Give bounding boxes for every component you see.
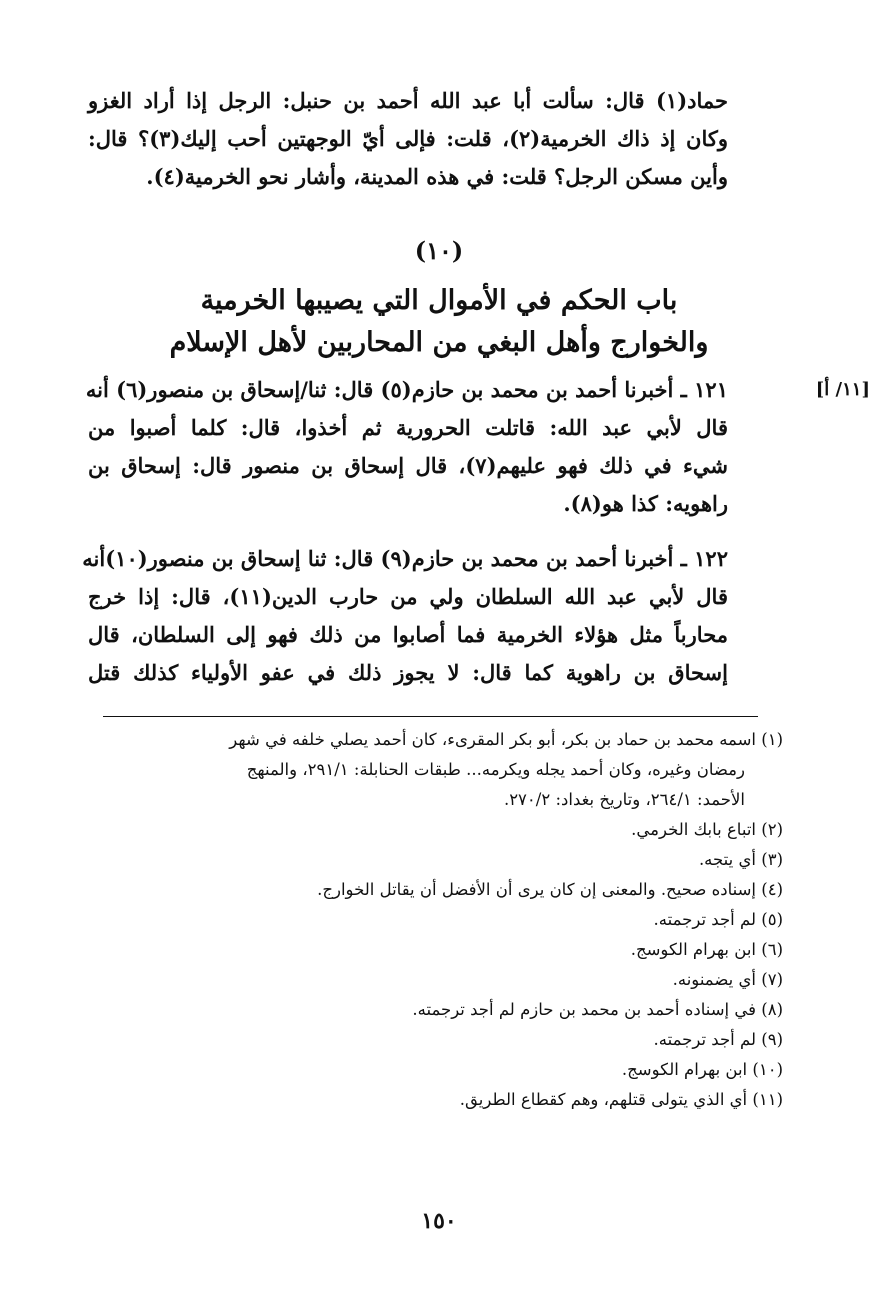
footnote-1-cont: الأحمد: ٢٦٤/١، وتاريخ بغداد: ٢٧٠/٢. (503, 790, 745, 809)
text-line: وأين مسكن الرجل؟ قلت: في هذه المدينة، وأشار نحو الخرمية(٤). (146, 164, 728, 189)
narration-122 (82, 540, 728, 692)
footnote-4: (٤) إسناده صحيح. والمعنى إن كان يرى أن الأفضل أن يقاتل الخوارج. (317, 880, 783, 899)
text-line: إسحاق بن راهوية كما قال: لا يجوز ذلك في عفو الأولياء كذلك قتل (88, 660, 728, 685)
chapter-title (0, 280, 878, 364)
footnote-9: (٩) لم أجد ترجمته. (653, 1030, 783, 1049)
footnote-5: (٥) لم أجد ترجمته. (653, 910, 783, 929)
intro-paragraph (88, 82, 728, 196)
chapter-title-line-1: باب الحكم في الأموال التي يصيبها الخرمية (200, 285, 678, 316)
text-line: شيء في ذلك فهو عليهم(٧)، قال إسحاق بن منصور قال: إسحاق بن (88, 453, 728, 478)
footnote-8: (٨) في إسناده أحمد بن محمد بن حازم لم أجد ترجمته. (412, 1000, 783, 1019)
chapter-title-line-2: والخوارج وأهل البغي من المحاربين لأهل الإسلام (169, 327, 709, 358)
text-line: حماد(١) قال: سألت أبا عبد الله أحمد بن حنبل: الرجل إذا أراد الغزو (88, 88, 728, 113)
footnote-2: (٢) اتباع بابك الخرمي. (631, 820, 783, 839)
narration-121 (85, 371, 728, 523)
footnote-10: (١٠) ابن بهرام الكوسج. (621, 1060, 783, 1079)
footnote-divider (103, 716, 758, 717)
footnotes (103, 725, 783, 1115)
text-line: قال لأبي عبد الله السلطان ولي من حارب الدين(١١)، قال: إذا خرج (88, 584, 728, 609)
footnote-11: (١١) أي الذي يتولى قتلهم، وهم كقطاع الطريق. (459, 1090, 783, 1109)
footnote-1-cont: رمضان وغيره، وكان أحمد يجله ويكرمه... طبقات الحنابلة: ٢٩١/١، والمنهج (246, 760, 745, 779)
text-line: راهويه: كذا هو(٨). (563, 491, 728, 516)
folio-marker: [١١/ أ] (815, 379, 870, 400)
text-line: ١٢١ ـ أخبرنا أحمد بن محمد بن حازم(٥) قال: ثنا/إسحاق بن منصور(٦) أنه (85, 377, 728, 402)
footnote-7: (٧) أي يضمنونه. (672, 970, 783, 989)
chapter-number: (١٠) (414, 236, 464, 265)
text-line: محارباً مثل هؤلاء الخرمية فما أصابوا من ذلك فهو إلى السلطان، قال (88, 622, 728, 647)
page-number: ١٥٠ (421, 1208, 457, 1234)
footnote-1: (١) اسمه محمد بن حماد بن بكر، أبو بكر المقرىء، كان أحمد يصلي خلفه في شهر (229, 730, 783, 749)
text-line: ١٢٢ ـ أخبرنا أحمد بن محمد بن حازم(٩) قال: ثنا إسحاق بن منصور(١٠)أنه (82, 546, 728, 571)
text-line: قال لأبي عبد الله: قاتلت الحرورية ثم أخذوا، قال: كلما أصبوا من (88, 415, 728, 440)
footnote-6: (٦) ابن بهرام الكوسج. (630, 940, 783, 959)
text-line: وكان إذ ذاك الخرمية(٢)، قلت: فإلى أيّ الوجهتين أحب إليك(٣)؟ قال: (88, 126, 728, 151)
footnote-3: (٣) أي يتجه. (698, 850, 783, 869)
